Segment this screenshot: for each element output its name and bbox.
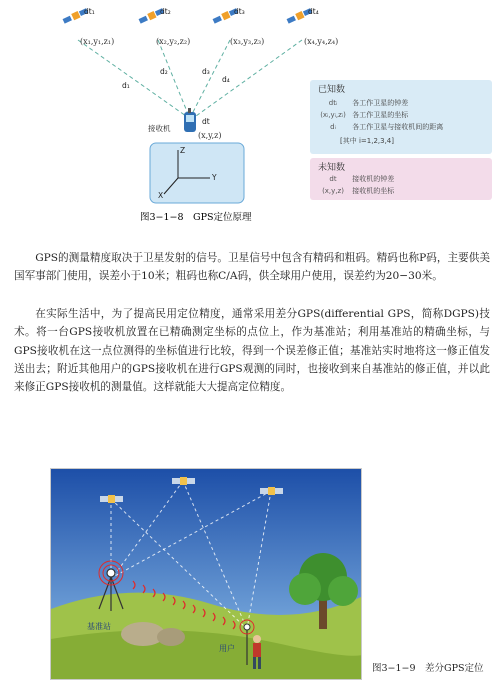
known-key: (xᵢ,yᵢ,zᵢ) (320, 111, 346, 119)
unknown-values-box (310, 158, 492, 200)
unknown-desc: 接收机的钟差 (352, 175, 395, 183)
distance-d1: d₁ (122, 81, 130, 90)
axis-y-label: Y (212, 173, 217, 182)
satellite-icon (172, 477, 195, 485)
sat4-coord: (x₄,y₄,z₄) (304, 37, 339, 46)
unknown-title: 未知数 (318, 163, 346, 173)
sat3-clock: dt₃ (234, 7, 245, 16)
figure1-caption: 图3−1−8 GPS定位原理 (140, 212, 252, 223)
receiver-clock: dt (202, 117, 210, 126)
axis-z-label: Z (180, 146, 186, 155)
satellite-icon (260, 487, 283, 495)
known-row-coord (316, 110, 408, 120)
base-station-label: 基准站 (87, 622, 111, 631)
known-title: 已知数 (318, 85, 346, 95)
receiver-label: 接收机 (148, 124, 171, 133)
sat2-clock: dt₂ (160, 7, 171, 16)
sat1-coord: (x₁,y₁,z₁) (80, 37, 115, 46)
known-desc: 各工作卫星的钟差 (352, 99, 409, 107)
known-desc: 各工作卫星与接收机间的距离 (352, 123, 444, 131)
unknown-key: dt (329, 175, 337, 183)
sat3-coord: (x₃,y₃,z₃) (230, 37, 265, 46)
known-values-box (310, 80, 492, 154)
paragraph-dgps: 在实际生活中，为了提高民用定位精度，通常采用差分GPS(differential GPS，简称DGPS)技术。将一台GPS接收机放置在已精确测定坐标的点位上，作为基准站；利用基准站的精确坐标，与GPS接收机在这一点位测得的坐标值进行比较，得到一个误差修正值；基准站实时地将这一修正值发送出去；附近其他用户的GPS接收机在进行GPS观测的同时，也接收到来自基准站的修正值，并以此来修正GPS接收机的测量值。这样就能大大提高定位精度。 (14, 308, 490, 394)
differential-gps-illustration (50, 468, 362, 680)
distance-d2: d₂ (160, 67, 168, 76)
sat2-coord: (x₂,y₂,z₂) (156, 37, 191, 46)
known-key: dᵢ (330, 123, 336, 131)
unknown-key: (x,y,z) (322, 187, 344, 195)
known-row-distance (316, 122, 443, 132)
unknown-desc: 接收机的坐标 (352, 187, 395, 195)
receiver-icon (184, 108, 196, 132)
satellite-icon (100, 495, 123, 503)
figure2-caption: 图3−1−9 差分GPS定位 (372, 663, 484, 674)
user-label: 用户 (219, 644, 235, 653)
known-desc: 各工作卫星的坐标 (352, 111, 409, 119)
axis-x-label: X (158, 191, 164, 200)
known-note: [其中 i=1,2,3,4] (340, 137, 394, 145)
paragraph-precision: GPS的测量精度取决于卫星发射的信号。卫星信号中包含有精码和粗码。精码也称P码，主要供美国军事部门使用，误差小于10米；粗码也称C/A码，供全球用户使用，误差约为20−30米。 (14, 252, 490, 283)
known-row-clock (316, 98, 408, 108)
known-key: dtᵢ (328, 99, 338, 107)
signal-lines (78, 40, 302, 116)
distance-d4: d₄ (222, 75, 230, 84)
sat1-clock: dt₁ (84, 7, 95, 16)
distance-d3: d₃ (202, 67, 210, 76)
unknown-row-clock (316, 174, 394, 184)
sat4-clock: dt₄ (308, 7, 319, 16)
receiver-coord: (x,y,z) (198, 131, 222, 140)
unknown-row-coord (316, 186, 394, 196)
